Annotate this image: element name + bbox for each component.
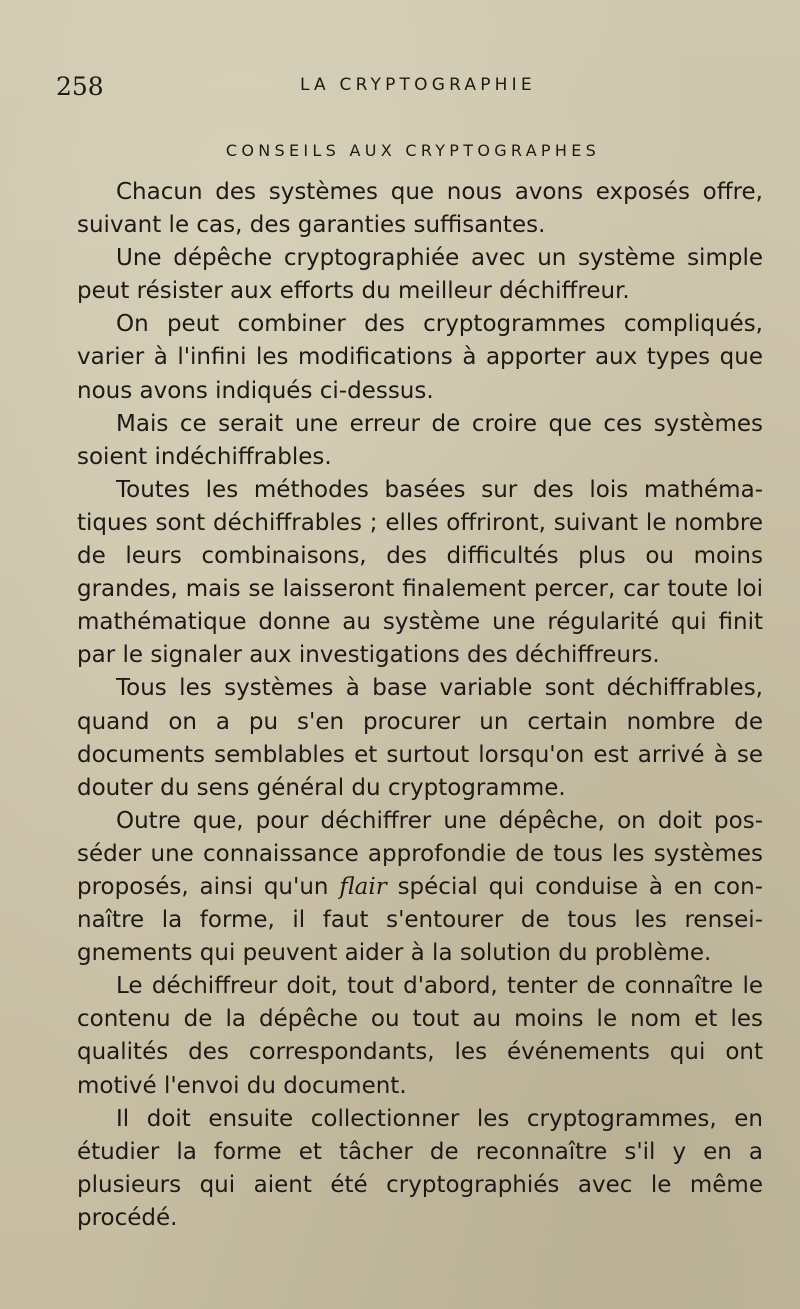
italic-word: flair	[339, 873, 387, 900]
paragraph: Une dépêche cryptographiée avec un système simple peut résister aux efforts du meilleur déchiffreur.	[77, 245, 763, 305]
paragraph: Chacun des systèmes que nous avons exposés offre, suivant le cas, des garanties suffisantes.	[77, 179, 763, 239]
paragraph-text: Outre que, pour déchiffrer une dépêche, on doit posséder une connaissance approfondie de tous les systèmes proposés, ainsi qu'un	[77, 807, 763, 900]
paragraph	[77, 805, 763, 970]
paragraph: Mais ce serait une erreur de croire que ces systèmes soient indéchiffrables.	[77, 410, 763, 470]
page-header	[56, 72, 756, 102]
body-text	[77, 176, 763, 1235]
paragraph: On peut combiner des cryptogrammes compliqués, varier à l'infini les modifications à apporter aux types que nous avons indiqués ci-dessus.	[77, 311, 763, 404]
paragraph: Toutes les méthodes basées sur des lois mathématiques sont déchiffrables ; elles offriront, suivant le nombre de leurs combinaisons, des difficultés plus ou moins grandes, mais se laisseront finalement percer, car toute loi mathématique donne au système une régularité qui finit par le signaler aux investigations des déchiffreurs.	[77, 476, 763, 669]
paragraph-text: spécial qui conduise à en connaître la forme, il faut s'entourer de tous les renseignements qui peuvent aider à la solution du problème.	[77, 873, 764, 967]
running-head: LA CRYPTOGRAPHIE	[300, 75, 536, 95]
page-number: 258	[56, 72, 104, 101]
paragraph: Il doit ensuite collectionner les cryptogrammes, en étudier la forme et tâcher de reconnaître s'il y en a plusieurs qui aient été cryptographiés avec le même procédé.	[77, 1105, 763, 1231]
paragraph: Le déchiffreur doit, tout d'abord, tenter de connaître le contenu de la dépêche ou tout au moins le nom et les qualités des correspondants, les événements qui ont motivé l'envoi du document.	[77, 973, 763, 1099]
section-title: CONSEILS AUX CRYPTOGRAPHES	[225, 141, 601, 160]
paragraph: Tous les systèmes à base variable sont déchiffrables, quand on a pu s'en procurer un certain nombre de documents semblables et surtout lorsqu'on est arrivé à se douter du sens général du cryptogramme.	[77, 675, 763, 801]
